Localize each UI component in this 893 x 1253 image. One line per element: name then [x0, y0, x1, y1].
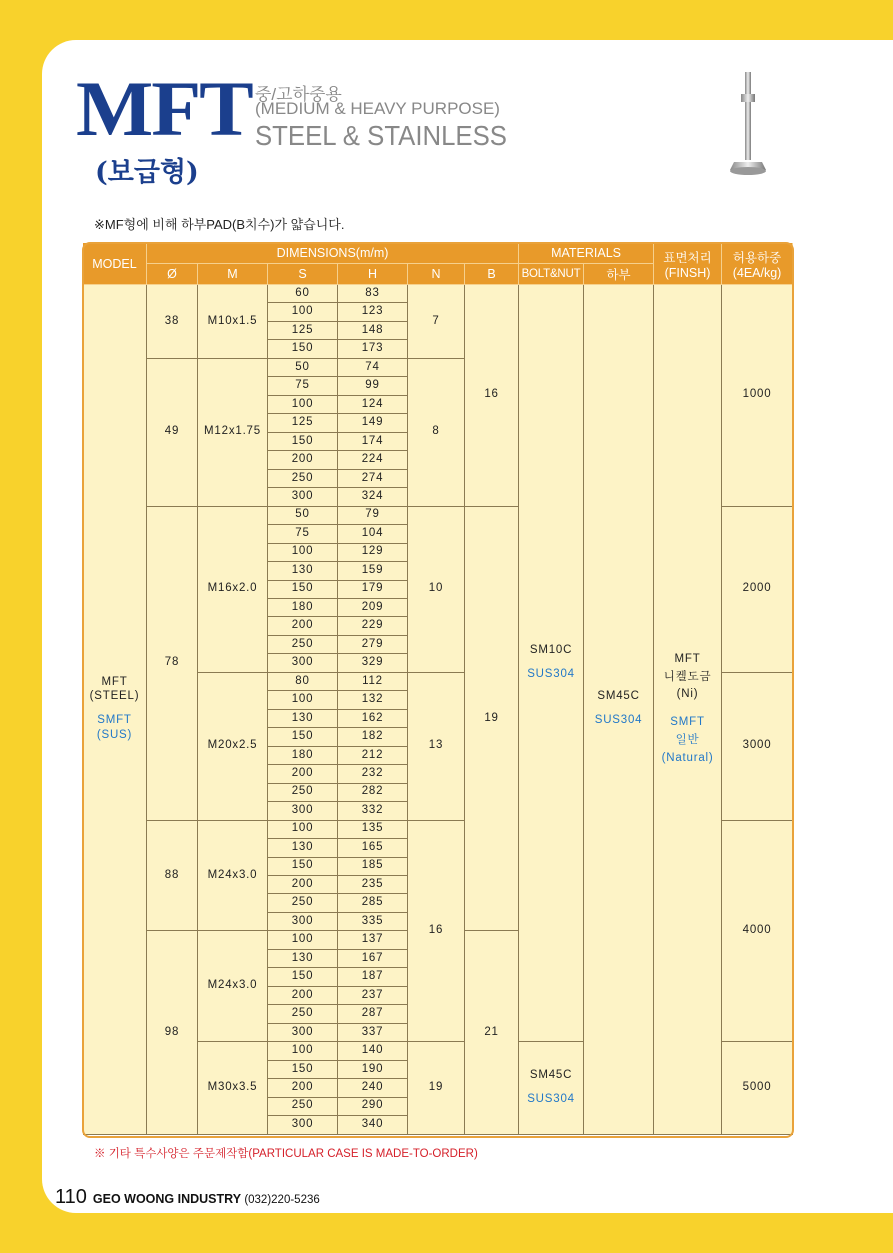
purpose-korean: 중/고하중용	[255, 85, 342, 104]
cell-text: M16x2.0	[207, 582, 258, 595]
cell-s: 100	[268, 544, 338, 562]
cell-s: 200	[268, 451, 338, 469]
cell-bolt-nut	[519, 1042, 584, 1134]
cell-text: 5000	[742, 1080, 772, 1093]
cell-s: 60	[268, 285, 338, 303]
cell-h: 159	[338, 562, 408, 580]
header-base: 하부	[584, 264, 654, 285]
cell-text: SM45C	[597, 690, 640, 703]
cell-s: 180	[268, 747, 338, 765]
page-number: 110	[55, 1186, 87, 1208]
cell-n	[408, 285, 465, 359]
spec-table	[83, 243, 793, 1135]
product-subtitle: (보급형)	[95, 157, 199, 188]
cell-text: M20x2.5	[207, 739, 258, 752]
header-diameter: Ø	[147, 264, 198, 285]
cell-s: 250	[268, 1098, 338, 1116]
cell-text: (Natural)	[661, 751, 714, 764]
table-row	[83, 285, 793, 303]
cell-h: 290	[338, 1098, 408, 1116]
cell-text: MFT	[674, 652, 701, 665]
cell-h: 148	[338, 322, 408, 340]
cell-h: 335	[338, 913, 408, 931]
header-n: N	[408, 264, 465, 285]
header-dimensions: DIMENSIONS(m/m)	[147, 243, 519, 264]
cell-finish	[654, 285, 722, 1135]
cell-text: 16	[484, 388, 499, 401]
header-s: S	[268, 264, 338, 285]
product-logo: MFT	[76, 65, 252, 152]
cell-h: 340	[338, 1116, 408, 1134]
cell-s: 300	[268, 802, 338, 820]
cell-h: 209	[338, 599, 408, 617]
cell-s: 150	[268, 433, 338, 451]
cell-s: 150	[268, 728, 338, 746]
page-footer	[55, 1186, 320, 1209]
header-load	[722, 243, 793, 285]
cell-text: SMFT	[97, 714, 132, 727]
cell-h: 229	[338, 617, 408, 635]
cell-thread	[198, 931, 268, 1042]
header-model: MODEL	[83, 243, 147, 285]
purpose-english: (MEDIUM & HEAVY PURPOSE)	[255, 99, 500, 118]
cell-s: 300	[268, 654, 338, 672]
cell-text: 98	[164, 1025, 180, 1038]
cell-text: (STEEL)	[89, 690, 140, 703]
header-finish	[654, 243, 722, 285]
cell-b	[465, 285, 519, 507]
cell-load	[722, 285, 793, 507]
cell-h: 123	[338, 303, 408, 321]
cell-text: M10x1.5	[207, 314, 258, 327]
cell-n	[408, 673, 465, 821]
cell-h: 212	[338, 747, 408, 765]
cell-h: 274	[338, 470, 408, 488]
cell-thread	[198, 1042, 268, 1134]
cell-s: 150	[268, 1061, 338, 1079]
cell-text: SMFT	[670, 716, 705, 729]
cell-n	[408, 507, 465, 673]
cell-text: 니켈도금	[663, 670, 712, 683]
cell-h: 282	[338, 784, 408, 802]
cell-s: 200	[268, 765, 338, 783]
cell-text: MFT	[101, 675, 128, 688]
cell-text: M24x3.0	[207, 979, 258, 992]
cell-s: 300	[268, 1116, 338, 1134]
header-finish-en: (FINSH)	[664, 265, 711, 280]
cell-s: 250	[268, 636, 338, 654]
cell-s: 150	[268, 340, 338, 358]
cell-text: 8	[432, 425, 440, 438]
cell-thread	[198, 673, 268, 821]
cell-diameter	[147, 821, 198, 932]
cell-s: 200	[268, 987, 338, 1005]
cell-s: 75	[268, 377, 338, 395]
cell-text: 1000	[742, 388, 772, 401]
cell-h: 167	[338, 950, 408, 968]
cell-s: 130	[268, 839, 338, 857]
cell-h: 112	[338, 673, 408, 691]
header-bolt-nut: BOLT&NUT	[519, 264, 584, 285]
cell-text: 21	[484, 1025, 499, 1038]
cell-h: 179	[338, 581, 408, 599]
cell-bolt-nut	[519, 285, 584, 1042]
cell-h: 237	[338, 987, 408, 1005]
cell-text: 78	[164, 656, 180, 669]
cell-h: 332	[338, 802, 408, 820]
cell-h: 187	[338, 968, 408, 986]
cell-base	[584, 285, 654, 1135]
cell-diameter	[147, 507, 198, 821]
header-b: B	[465, 264, 519, 285]
company-phone: (032)220-5236	[244, 1194, 320, 1206]
cell-h: 99	[338, 377, 408, 395]
cell-h: 74	[338, 359, 408, 377]
footnote: ※ 기타 특수사양은 주문제작함(PARTICULAR CASE IS MADE-TO-ORDER)	[94, 1148, 478, 1160]
cell-s: 100	[268, 691, 338, 709]
cell-h: 174	[338, 433, 408, 451]
cell-text: 19	[428, 1080, 444, 1093]
cell-text: 2000	[742, 582, 772, 595]
cell-s: 180	[268, 599, 338, 617]
cell-h: 83	[338, 285, 408, 303]
cell-h: 132	[338, 691, 408, 709]
cell-text: 16	[428, 924, 444, 936]
cell-h: 165	[338, 839, 408, 857]
cell-s: 75	[268, 525, 338, 543]
cell-s: 250	[268, 894, 338, 912]
cell-s: 130	[268, 950, 338, 968]
cell-h: 162	[338, 710, 408, 728]
cell-h: 135	[338, 821, 408, 839]
cell-text: SM10C	[529, 644, 573, 657]
cell-text: 7	[432, 314, 440, 327]
cell-h: 224	[338, 451, 408, 469]
cell-text: SUS304	[527, 668, 575, 681]
cell-h: 240	[338, 1079, 408, 1097]
cell-s: 50	[268, 507, 338, 525]
cell-s: 100	[268, 821, 338, 839]
cell-diameter	[147, 931, 198, 1134]
cell-text: 4000	[742, 924, 772, 936]
cell-s: 100	[268, 931, 338, 949]
cell-s: 200	[268, 617, 338, 635]
cell-h: 337	[338, 1024, 408, 1042]
cell-b	[465, 931, 519, 1134]
header-h: H	[338, 264, 408, 285]
cell-h: 285	[338, 894, 408, 912]
leveling-foot-image	[728, 70, 768, 180]
cell-s: 200	[268, 1079, 338, 1097]
cell-n	[408, 359, 465, 507]
note-text: ※MF형에 비해 하부PAD(B치수)가 얇습니다.	[94, 217, 345, 232]
cell-load	[722, 673, 793, 821]
cell-s: 125	[268, 414, 338, 432]
cell-b	[465, 507, 519, 932]
cell-h: 104	[338, 525, 408, 543]
cell-load	[722, 1042, 793, 1134]
cell-s: 150	[268, 858, 338, 876]
cell-s: 80	[268, 673, 338, 691]
cell-s: 250	[268, 1005, 338, 1023]
cell-text: SM45C	[529, 1069, 573, 1082]
cell-h: 129	[338, 544, 408, 562]
cell-diameter	[147, 285, 198, 359]
cell-h: 329	[338, 654, 408, 672]
cell-text: (SUS)	[96, 729, 133, 742]
cell-h: 235	[338, 876, 408, 894]
material-title: STEEL & STAINLESS	[255, 120, 507, 151]
cell-h: 190	[338, 1061, 408, 1079]
cell-s: 50	[268, 359, 338, 377]
header-materials: MATERIALS	[519, 243, 654, 264]
cell-h: 137	[338, 931, 408, 949]
cell-s: 100	[268, 396, 338, 414]
header-finish-ko: 표면처리	[663, 250, 712, 265]
cell-text: 3000	[742, 739, 772, 752]
company-name: GEO WOONG INDUSTRY	[92, 1192, 241, 1206]
cell-h: 324	[338, 488, 408, 506]
cell-text: 19	[484, 711, 499, 724]
cell-h: 182	[338, 728, 408, 746]
cell-h: 173	[338, 340, 408, 358]
cell-text: 10	[428, 582, 444, 595]
header-load-ko: 허용하중	[732, 250, 782, 265]
cell-s: 130	[268, 710, 338, 728]
header-m: M	[198, 264, 268, 285]
cell-h: 79	[338, 507, 408, 525]
cell-h: 185	[338, 858, 408, 876]
cell-h: 279	[338, 636, 408, 654]
cell-s: 100	[268, 303, 338, 321]
cell-diameter	[147, 359, 198, 507]
cell-text: M30x3.5	[207, 1080, 258, 1093]
cell-s: 300	[268, 913, 338, 931]
cell-thread	[198, 821, 268, 932]
cell-h: 232	[338, 765, 408, 783]
cell-h: 124	[338, 396, 408, 414]
cell-text: SUS304	[527, 1092, 575, 1105]
cell-text: 38	[164, 314, 180, 327]
cell-load	[722, 507, 793, 673]
cell-n	[408, 821, 465, 1043]
cell-model	[83, 285, 147, 1135]
cell-load	[722, 821, 793, 1043]
cell-s: 125	[268, 322, 338, 340]
cell-s: 130	[268, 562, 338, 580]
cell-h: 140	[338, 1042, 408, 1060]
cell-text: M12x1.75	[204, 425, 261, 438]
cell-text: SUS304	[594, 714, 643, 727]
header-load-unit: (4EA/kg)	[732, 265, 782, 280]
cell-thread	[198, 507, 268, 673]
cell-s: 250	[268, 784, 338, 802]
cell-text: 49	[164, 425, 180, 438]
cell-h: 149	[338, 414, 408, 432]
cell-text: 13	[428, 739, 444, 752]
cell-thread	[198, 285, 268, 359]
cell-thread	[198, 359, 268, 507]
cell-s: 150	[268, 581, 338, 599]
cell-s: 100	[268, 1042, 338, 1060]
cell-s: 300	[268, 488, 338, 506]
cell-s: 150	[268, 968, 338, 986]
cell-s: 200	[268, 876, 338, 894]
cell-text: M24x3.0	[207, 868, 258, 881]
cell-text: 일반	[675, 734, 700, 747]
cell-text: 88	[164, 868, 180, 881]
cell-h: 287	[338, 1005, 408, 1023]
cell-n	[408, 1042, 465, 1134]
cell-text: (Ni)	[676, 688, 699, 701]
cell-s: 250	[268, 470, 338, 488]
cell-s: 300	[268, 1024, 338, 1042]
